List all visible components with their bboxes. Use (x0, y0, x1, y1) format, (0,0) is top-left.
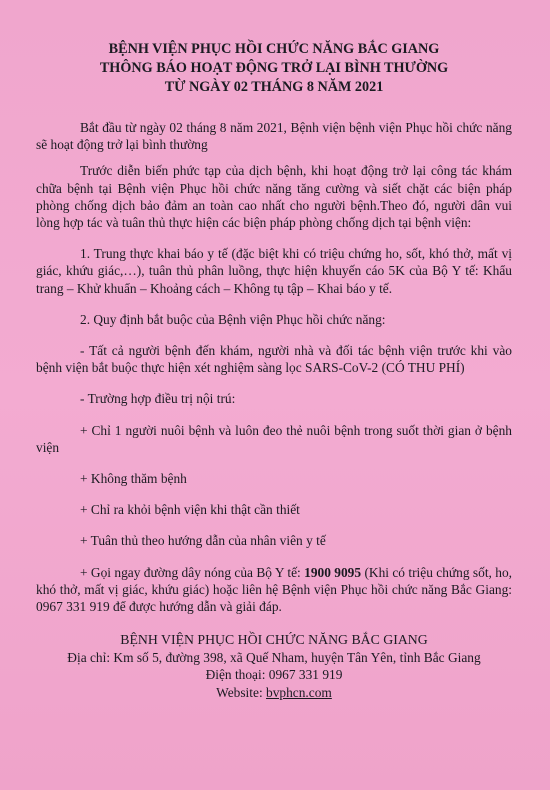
footer-phone: Điện thoại: 0967 331 919 (205, 667, 343, 683)
rule-1: + Chỉ 1 người nuôi bệnh và luôn đeo thẻ nuôi bệnh trong suốt thời gian ở bệnh viện (36, 422, 512, 455)
rule-4: + Tuân thủ theo hướng dẫn của nhân viên y tế (80, 533, 326, 549)
context-paragraph: Trước diễn biến phức tạp của dịch bệnh, khi hoạt động trở lại công tác khám chữa bệnh tại Bệnh viện Phục hồi chức năng tăng cường và siết chặt các biện pháp phòng chống dịch bảo đảm an toàn cao nhất cho người bệnh.Theo đó, người dân vui lòng hợp tác và tuân thủ thực hiện các biện pháp phòng chống dịch tại bệnh viện: (36, 163, 512, 231)
footer-website-link[interactable]: bvphcn.com (266, 684, 332, 700)
notice-title: THÔNG BÁO HOẠT ĐỘNG TRỞ LẠI BÌNH THƯỜNG (99, 60, 449, 76)
hotline-suffix: (Khi có triệu chứng sốt, ho, khó thở, mất vị giác, khứu giác) hoặc liên hệ Bệnh viện Phục hồi chức năng Bắc Giang: 0967 331 919 để được hướng dẫn và giải đáp. (36, 564, 512, 615)
hospital-name-title: BỆNH VIỆN PHỤC HỒI CHỨC NĂNG BẮC GIANG (108, 41, 440, 57)
hotline-prefix: + Gọi ngay đường dây nóng của Bộ Y tế: (80, 564, 305, 580)
item-2-paragraph: 2. Quy định bắt buộc của Bệnh viện Phục hồi chức năng: (80, 311, 386, 327)
footer-org: BỆNH VIỆN PHỤC HỒI CHỨC NĂNG BẮC GIANG (120, 632, 428, 648)
rule-2: + Không thăm bệnh (80, 471, 187, 487)
notice-header (36, 40, 512, 97)
notice-date-title: TỪ NGÀY 02 THÁNG 8 NĂM 2021 (164, 79, 384, 95)
hotline-paragraph (36, 564, 512, 616)
item-1-paragraph: 1. Trung thực khai báo y tế (đặc biệt khi có triệu chứng ho, sốt, khó thở, mất vị giác, khứu giác,…), tuân thủ phân luồng, thực hiện khuyến cáo 5K của Bộ Y tế: Khẩu trang – Khử khuẩn – Khoảng cách – Không tụ tập – Khai báo y tế. (36, 246, 512, 296)
inpatient-heading: - Trường hợp điều trị nội trú: (80, 391, 236, 407)
notice-body (36, 119, 512, 615)
rule-3: + Chỉ ra khỏi bệnh viện khi thật cần thiết (80, 502, 300, 518)
hotline-number: 1900 9095 (304, 564, 362, 580)
notice-footer (36, 631, 512, 701)
footer-website-line (36, 684, 512, 702)
footer-address: Địa chỉ: Km số 5, đường 398, xã Quế Nham, huyện Tân Yên, tỉnh Bắc Giang (67, 649, 481, 665)
intro-paragraph: Bắt đầu từ ngày 02 tháng 8 năm 2021, Bệnh viện bệnh viện Phục hồi chức năng sẽ hoạt động trở lại bình thường (36, 120, 512, 153)
footer-website-label: Website: (216, 684, 267, 700)
item-2a-paragraph: - Tất cả người bệnh đến khám, người nhà và đối tác bệnh viện trước khi vào bệnh viện bắt buộc thực hiện xét nghiệm sàng lọc SARS-CoV-2 (CÓ THU PHÍ) (36, 343, 512, 376)
